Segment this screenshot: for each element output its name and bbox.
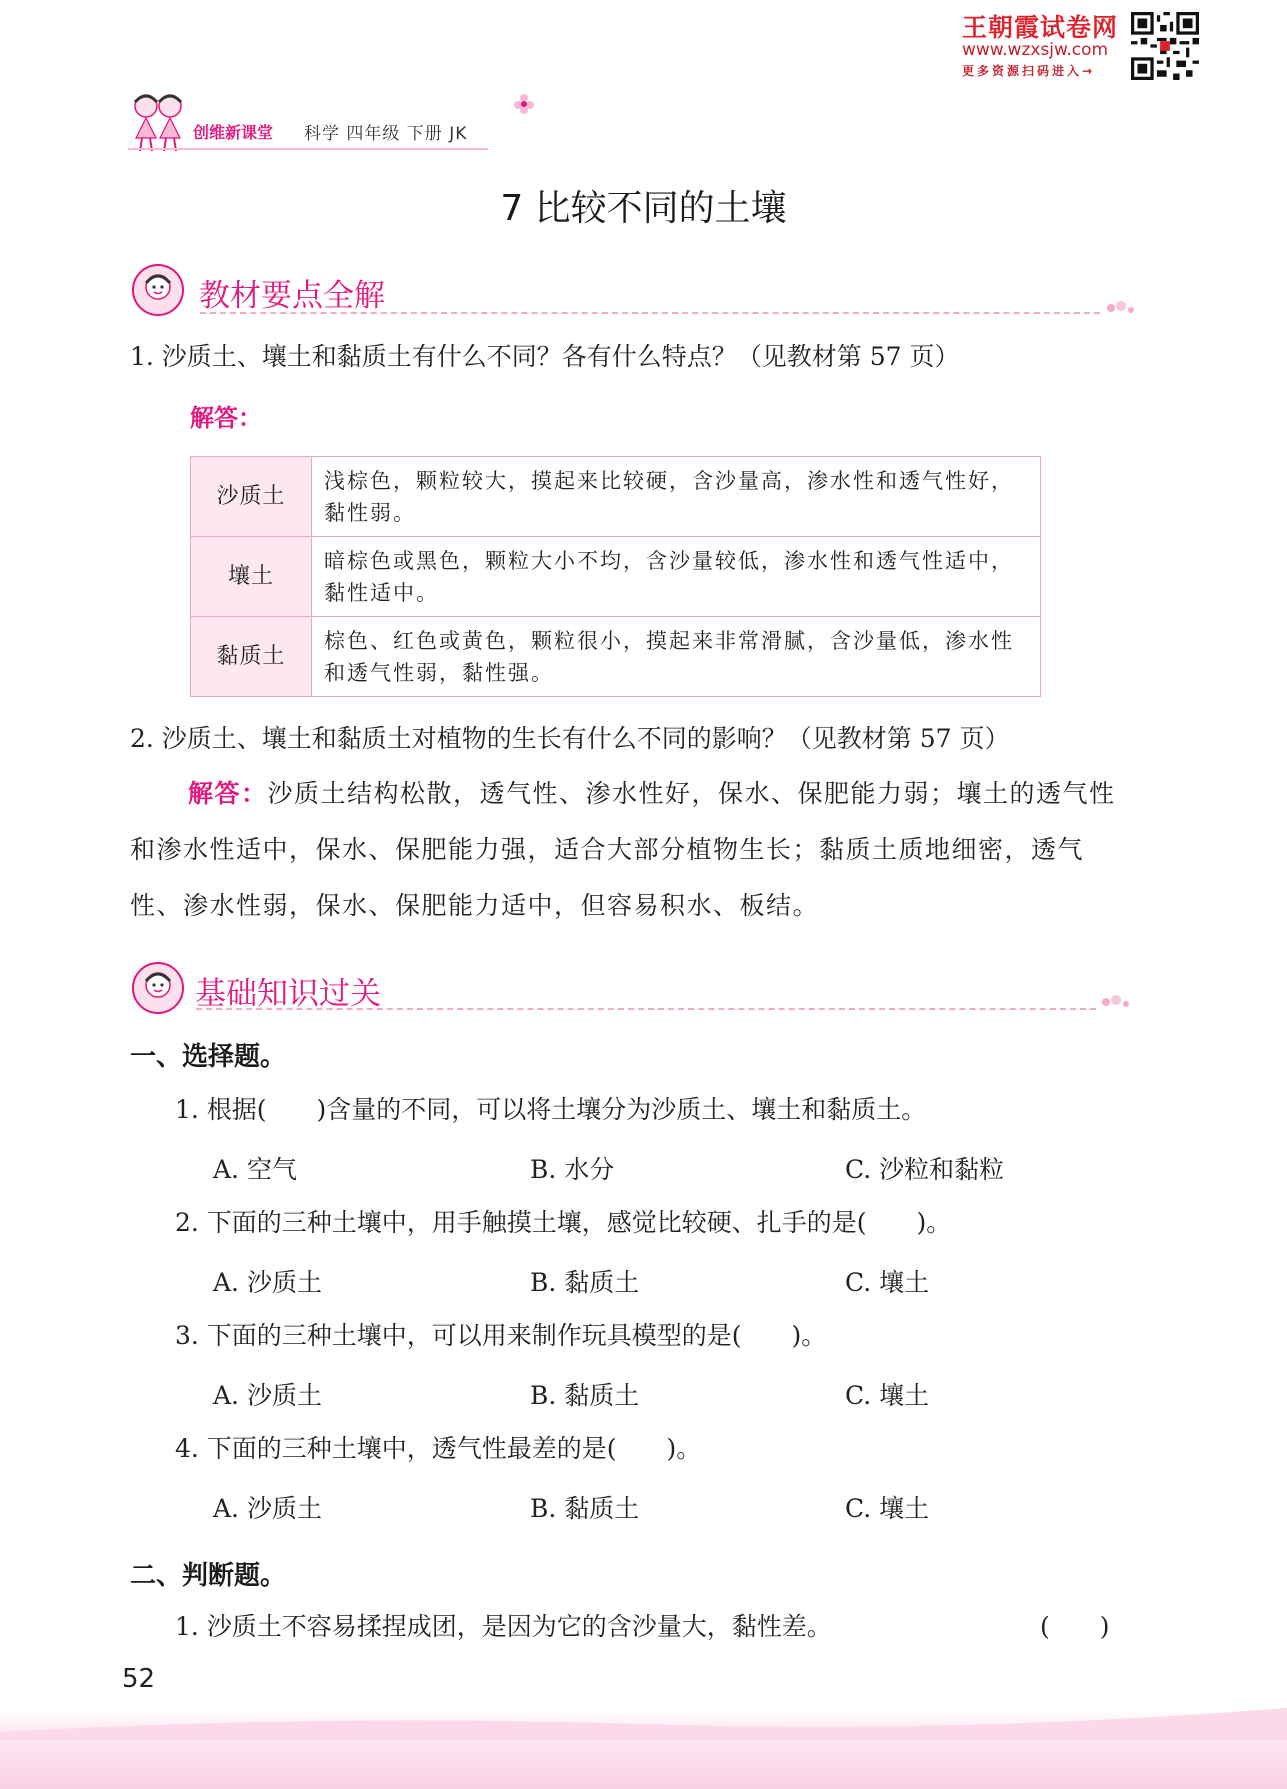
option-b[interactable]: B. 黏质土: [530, 1381, 640, 1410]
option-c[interactable]: C. 沙粒和黏粒: [845, 1155, 1005, 1184]
option-c[interactable]: C. 壤土: [845, 1494, 930, 1523]
option-b[interactable]: B. 水分: [530, 1155, 615, 1184]
section-title-textbook-points: 教材要点全解: [199, 278, 385, 314]
section-mascot-icon: [131, 961, 185, 1015]
choice-question-2: 2. 下面的三种土壤中，用手触摸土壤，感觉比较硬、扎手的是( )。: [175, 1208, 952, 1237]
question-2: 2. 沙质土、壤土和黏质土对植物的生长有什么不同的影响？（见教材第 57 页）: [130, 724, 1010, 753]
brand-more-text: 更多资源扫码进入→: [962, 64, 1096, 78]
soil-table: [190, 456, 1041, 697]
soil-name: 壤土: [191, 537, 312, 617]
section-title-basic-knowledge: 基础知识过关: [195, 976, 381, 1012]
option-a[interactable]: A. 沙质土: [213, 1494, 322, 1523]
choice-question-3: 3. 下面的三种土壤中，可以用来制作玩具模型的是( )。: [175, 1321, 827, 1350]
page-number: 52: [122, 1664, 156, 1694]
lesson-title: 7 比较不同的土壤: [500, 188, 787, 229]
question-1: 1. 沙质土、壤土和黏质土有什么不同？各有什么特点？（见教材第 57 页）: [130, 342, 960, 371]
option-a[interactable]: A. 沙质土: [213, 1268, 322, 1297]
table-row: [191, 537, 1041, 617]
book-info: 科学 四年级 下册 JK: [304, 124, 468, 144]
series-name: 创维新课堂: [193, 123, 274, 142]
dots-decoration-icon: [1100, 994, 1132, 1010]
footer-wave-decoration: [0, 1700, 1287, 1740]
part-heading-choice: 一、选择题。: [130, 1042, 287, 1072]
question-2-answer: [130, 766, 1130, 934]
part-heading-true-false: 二、判断题。: [130, 1561, 287, 1591]
soil-desc: 浅棕色，颗粒较大，摸起来比较硬，含沙量高，渗水性和透气性好，黏性弱。: [312, 457, 1041, 537]
table-row: [191, 457, 1041, 537]
brand-url[interactable]: www.wzxsjw.com: [962, 40, 1109, 60]
answer-text: 沙质土结构松散，透气性、渗水性好，保水、保肥能力弱；壤土的透气性和渗水性适中，保水、保肥能力强，适合大部分植物生长；黏质土质地细密，透气性、渗水性弱，保水、保肥能力适中，但容易积水、板结。: [130, 779, 1116, 920]
soil-desc: 棕色、红色或黄色，颗粒很小，摸起来非常滑腻，含沙量低，渗水性和透气性弱，黏性强。: [312, 617, 1041, 697]
flower-decoration-icon: [512, 92, 536, 116]
kids-mascot-icon: [126, 88, 190, 154]
soil-desc: 暗棕色或黑色，颗粒大小不均，含沙量较低，渗水性和透气性适中，黏性适中。: [312, 537, 1041, 617]
soil-name: 黏质土: [191, 617, 312, 697]
choice-question-4: 4. 下面的三种土壤中，透气性最差的是( )。: [175, 1434, 702, 1463]
soil-name: 沙质土: [191, 457, 312, 537]
dots-decoration-icon: [1105, 300, 1137, 316]
table-row: [191, 617, 1041, 697]
answer-blank[interactable]: ( ): [1040, 1612, 1110, 1641]
brand-name: 王朝霞试卷网: [962, 13, 1119, 42]
answer-label: 解答：: [190, 404, 262, 432]
header-divider: [128, 148, 488, 150]
option-b[interactable]: B. 黏质土: [530, 1494, 640, 1523]
option-c[interactable]: C. 壤土: [845, 1381, 930, 1410]
option-a[interactable]: A. 空气: [213, 1155, 297, 1184]
section-divider: [200, 312, 1100, 314]
answer-label: 解答：: [188, 779, 268, 808]
qr-code-icon[interactable]: [1131, 12, 1199, 80]
section-mascot-icon: [131, 263, 185, 317]
judge-question-1: 1. 沙质土不容易揉捏成团，是因为它的含沙量大，黏性差。: [175, 1612, 832, 1641]
section-divider: [196, 1008, 1096, 1010]
option-c[interactable]: C. 壤土: [845, 1268, 930, 1297]
option-a[interactable]: A. 沙质土: [213, 1381, 322, 1410]
option-b[interactable]: B. 黏质土: [530, 1268, 640, 1297]
choice-question-1: 1. 根据( )含量的不同，可以将土壤分为沙质土、壤土和黏质土。: [175, 1095, 927, 1124]
